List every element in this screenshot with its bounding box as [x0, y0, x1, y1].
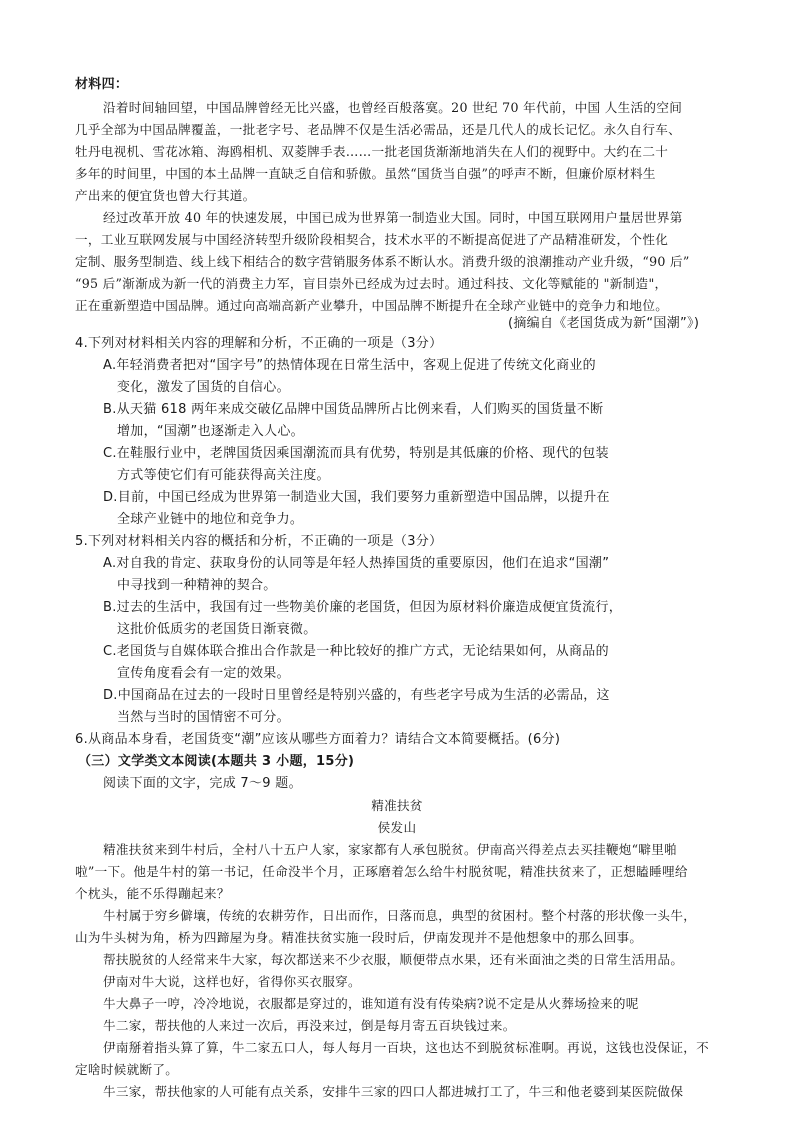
- question-4-option: 增加，“国潮”也逐渐走入人心。: [117, 424, 304, 439]
- material4-line: “95 后”渐渐成为新一代的消费主力军，盲目崇外已经成为过去时。通过科技、文化等赋能的 "新制造"，: [75, 276, 668, 291]
- question-4-option: D.目前，中国已经成为世界第一制造业大国，我们要努力重新塑造中国品牌，以提升在: [103, 490, 610, 505]
- material4-line: 定制、服务型制造、线上线下相结合的数字营销服务体系不断认水。消费升级的浪潮推动产业升级，“90 后”: [75, 254, 690, 269]
- question-4-option: A.年轻消费者把对“国字号”的热情体现在日常生活中，客观上促进了传统文化商业的: [103, 358, 596, 373]
- story-title: 精准扶贫: [371, 798, 423, 813]
- question-5-stem: 5.下列对材料相关内容的概括和分析，不正确的一项是（3分）: [75, 534, 443, 549]
- material4-line: 几乎全部为中国品牌覆盖，一批老字号、老品牌不仅是生活必需品，还是几代人的成长记忆。永久自行车、: [75, 122, 682, 137]
- story-line: 精准扶贫来到牛村后，全村八十五户人家，家家都有人承包脱贫。伊南高兴得差点去买挂鞭炮“噼里啪: [103, 842, 678, 857]
- story-line: 牛二家，帮扶他的人来过一次后，再没来过，倒是每月寄五百块钱过来。: [103, 1018, 516, 1033]
- question-5-option: 中寻找到一种精神的契合。: [117, 578, 277, 593]
- material4-heading: 材料四：: [75, 77, 129, 92]
- story-line: 伊南对牛大说，这样也好，省得你买衣服穿。: [103, 974, 361, 989]
- story-line: 伊南掰着指头算了算，牛二家五口人，每人每月一百块，这也达不到脱贫标准啊。再说，这钱也没保证，不: [103, 1040, 710, 1055]
- question-5-option: C.老国货与自媒体联合推出合作款是一种比较好的推广方式，无论结果如何，从商品的: [103, 644, 609, 659]
- question-4-option: 方式等使它们有可能获得高关注度。: [117, 468, 330, 483]
- story-line: 帮扶脱贫的人经常来牛大家，每次都送来不少衣服，顺便带点水果，还有米面油之类的日常生活用品。: [103, 952, 684, 967]
- material4-line: 沿着时间轴回望，中国品牌曾经无比兴盛，也曾经百般落寞。20 世纪 70 年代前，中国 人生活的空间: [103, 100, 683, 115]
- story-line: 牛三家，帮扶他家的人可能有点关系，安排牛三家的四口人都进城打工了，牛三和他老婆到某医院做保: [103, 1084, 684, 1099]
- material4-line: 牡丹电视机、雪花冰箱、海鸥相机、双菱牌手表……一批老国货渐渐地消失在人们的视野中。大约在二十: [75, 144, 669, 159]
- question-5-option: 宣传角度看会有一定的效果。: [117, 666, 290, 681]
- story-line: 啦”一下。他是牛村的第一书记，任命没半个月，正琢磨着怎么给牛村脱贫呢，精准扶贫来了，正想瞌睡哩给: [75, 864, 688, 879]
- question-5-option: A.对自我的肯定、获取身份的认同等是年轻人热捧国货的重要原因，他们在追求“国潮”: [103, 556, 610, 571]
- question-4-option: C.在鞋服行业中，老牌国货因乘国潮流而具有优势，特别是其低廉的价格、现代的包装: [103, 446, 609, 461]
- story-line: 个枕头，能不乐得蹦起来？: [75, 886, 230, 901]
- question-5-option: B.过去的生活中，我国有过一些物美价廉的老国货，但因为原材料价廉造成便宜货流行，: [103, 600, 623, 615]
- question-4-option: 全球产业链中的地位和竞争力。: [117, 512, 304, 527]
- material4-line: 产出来的便宜货也曾大行其道。: [75, 188, 256, 203]
- question-5-option: 当然与当时的国情密不可分。: [117, 710, 290, 725]
- material4-line: 正在重新塑造中国品牌。通过向高端高新产业攀升，中国品牌不断提升在全球产业链中的竞争力和地位。: [75, 298, 669, 313]
- material4-source: (摘编自《老国货成为新“国潮”》): [508, 316, 700, 331]
- question-4-stem: 4.下列对材料相关内容的理解和分析，不正确的一项是（3分）: [75, 336, 443, 351]
- section-3-heading: （三）文学类文本阅读(本题共 3 小题，15分): [78, 754, 355, 769]
- story-line: 牛村属于穷乡僻壤，传统的农耕劳作，日出而作，日落而息，典型的贫困村。整个村落的形状像一头牛，: [103, 908, 697, 923]
- question-4-option: 变化，激发了国货的自信心。: [117, 380, 290, 395]
- question-4-option: B.从天猫 618 两年来成交破亿品牌中国货品牌所占比例来看，人们购买的国货量不断: [103, 402, 604, 417]
- story-line: 定啥时候就断了。: [75, 1062, 179, 1077]
- question-5-option: D.中国商品在过去的一段时日里曾经是特别兴盛的，有些老字号成为生活的必需品，这: [103, 688, 610, 703]
- story-line: 牛大鼻子一哼，冷冷地说，衣服都是穿过的，谁知道有没有传染病?说不定是从火葬场捡来的呢: [103, 996, 639, 1011]
- question-5-option: 这批价低质劣的老国货日渐衰微。: [117, 622, 317, 637]
- story-line: 山为牛头树为角，桥为四蹄屋为身。精准扶贫实施一段时后，伊南发现并不是他想象中的那么回事。: [75, 930, 643, 945]
- story-author: 侯发山: [377, 820, 417, 835]
- section-3-instruction: 阅读下面的文字，完成 7～9 题。: [103, 776, 302, 791]
- material4-line: 一，工业互联网发展与中国经济转型升级阶段相契合，技术水平的不断提高促进了产品精准研发，个性化: [75, 232, 669, 247]
- material4-line: 经过改革开放 40 年的快速发展，中国已成为世界第一制造业大国。同时，中国互联网用户量居世界第: [103, 210, 683, 225]
- material4-line: 多年的时间里，中国的本土品牌一直缺乏自信和骄傲。虽然“国货当自强”的呼声不断，但廉价原材料生: [75, 166, 656, 181]
- question-6-stem: 6.从商品本身看，老国货变“潮”应该从哪些方面着力？请结合文本简要概括。(6分): [75, 732, 561, 747]
